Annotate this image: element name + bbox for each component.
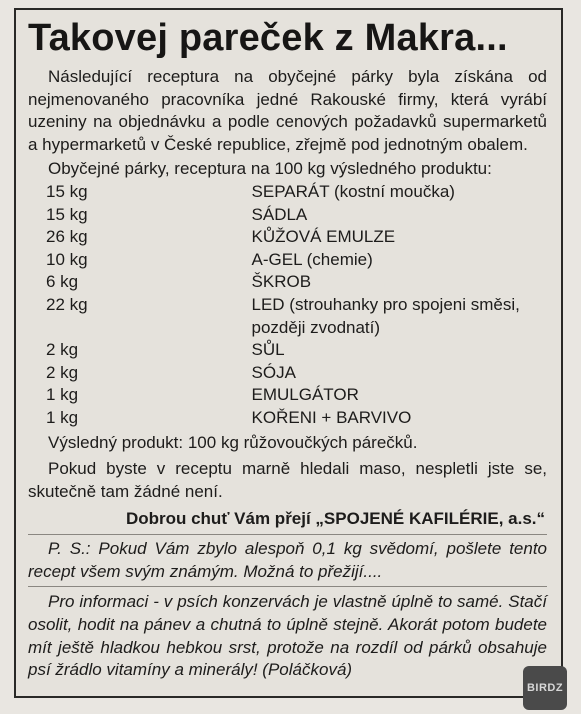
ps-paragraph: P. S.: Pokud Vám zbylo alespoň 0,1 kg svědomí, pošlete tento recept všem svým známým. Možná to přežijí.... — [28, 539, 547, 581]
info-paragraph: Pro informaci - v psích konzervách je vlastně úplně to samé. Stačí osolit, hodit na pánev a chutná to úplně stejně. Akorát potom budete mít ještě hladkou hebkou srst, protože na rozdíl od párků obsahuje psí žrádlo vitamíny a minerály! (Poláčková) — [28, 592, 547, 680]
recipe-row — [46, 181, 547, 204]
recipe-ingredient: EMULGÁTOR — [251, 385, 359, 405]
recipe-qty: 2 kg — [46, 340, 79, 360]
article-title: Takovej pareček z Makra... — [28, 17, 508, 59]
recipe-qty: 15 kg — [46, 204, 88, 224]
note-paragraph: Pokud byste v receptu marně hledali maso, nespletli jste se, skutečně tam žádné není. — [28, 459, 547, 501]
recipe-ingredient: SŮL — [251, 340, 285, 360]
recipe-qty: 1 kg — [46, 407, 79, 427]
recipe-row — [46, 362, 547, 385]
watermark-logo — [523, 666, 567, 710]
recipe-ingredient: LED (strouhanky pro spojeni směsi, později zvodnatí) — [251, 294, 520, 337]
recipe-qty: 26 kg — [46, 227, 88, 247]
recipe-ingredient: SÓJA — [251, 362, 296, 382]
recipe-qty: 1 kg — [46, 385, 79, 405]
recipe-qty: 6 kg — [46, 272, 79, 292]
recipe-ingredient: ŠKROB — [251, 272, 312, 292]
newspaper-clipping — [14, 8, 563, 698]
signature: Dobrou chuť Vám přejí „SPOJENÉ KAFILÉRIE, a.s.“ — [125, 509, 545, 529]
watermark-text: BIRDZ — [526, 682, 564, 694]
intro-paragraph: Následující receptura na obyčejné párky byla získána od nejmenovaného pracovníka jedné Rakouské firmy, která vyrábí uzeniny na objednávku a podle cenových požadavků supermarketů a hypermarketů v České republice, zřejmě pod jednotným obalem. — [28, 67, 547, 154]
recipe-ingredient: KOŘENI + BARVIVO — [251, 407, 412, 427]
recipe-heading: Obyčejné párky, receptura na 100 kg výsledného produktu: — [48, 159, 492, 179]
recipe-qty: 2 kg — [46, 362, 79, 382]
recipe-ingredient: KŮŽOVÁ EMULZE — [251, 227, 396, 247]
recipe-row — [46, 271, 547, 294]
recipe-row — [46, 226, 547, 249]
recipe-ingredient: SEPARÁT (kostní moučka) — [251, 181, 455, 201]
recipe-ingredient: SÁDLA — [251, 204, 308, 224]
result-line: Výsledný produkt: 100 kg růžovoučkých párečků. — [48, 432, 418, 452]
recipe-row — [46, 294, 547, 339]
recipe-qty: 10 kg — [46, 249, 88, 269]
recipe-row — [46, 384, 547, 407]
recipe-ingredient: A-GEL (chemie) — [251, 249, 373, 269]
divider — [28, 586, 547, 587]
recipe-qty: 15 kg — [46, 181, 88, 201]
recipe-row — [46, 249, 547, 272]
recipe-row — [46, 339, 547, 362]
recipe-row — [46, 204, 547, 227]
recipe-qty: 22 kg — [46, 294, 88, 314]
divider — [28, 534, 547, 535]
recipe-table — [46, 181, 547, 430]
recipe-row — [46, 407, 547, 430]
